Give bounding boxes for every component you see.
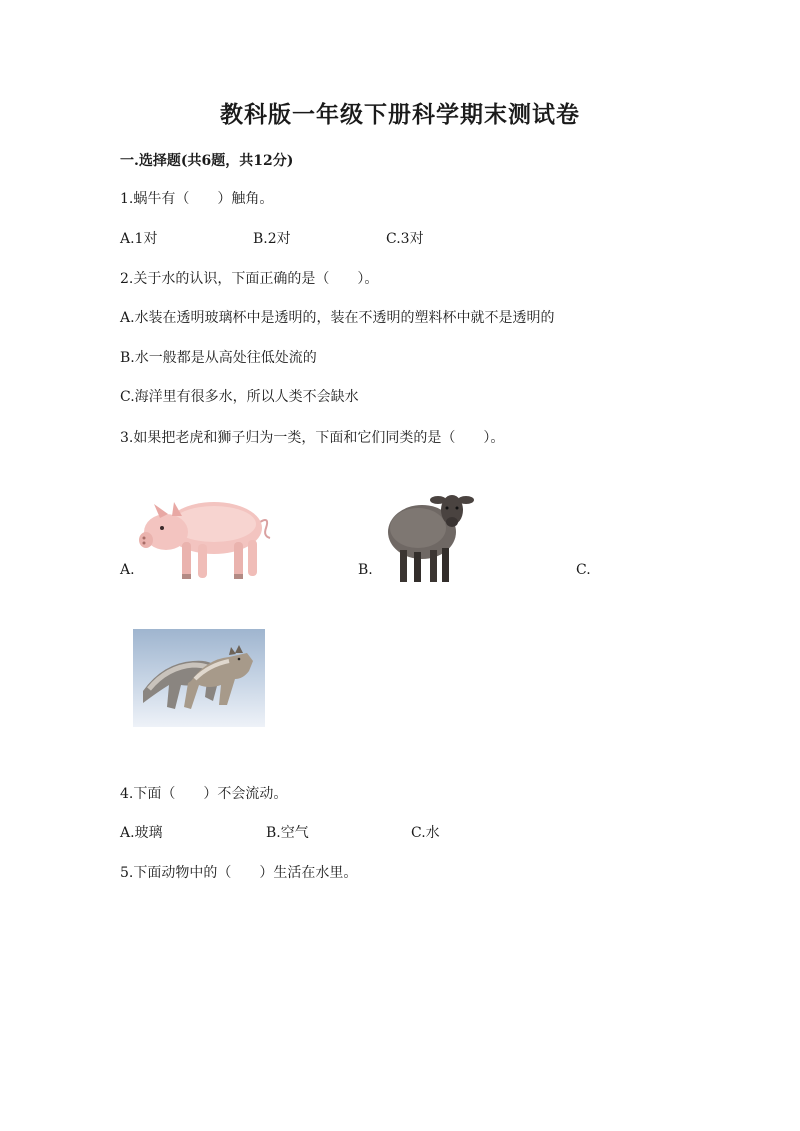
question-3-option-c: C. [576,562,591,578]
question-1-option-b: B.2对 [253,231,291,247]
question-4-option-a: A.玻璃 [120,825,163,841]
question-3-option-b: B. [358,562,373,578]
question-4-option-b: B.空气 [266,825,309,841]
question-2-stem: 2.关于水的认识，下面正确的是（ ）。 [120,271,379,287]
question-1-option-a: A.1对 [120,231,158,247]
question-5-stem: 5.下面动物中的（ ）生活在水里。 [120,865,358,881]
question-3-stem: 3.如果把老虎和狮子归为一类，下面和它们同类的是（ ）。 [120,430,505,446]
sheep-image [386,488,476,588]
question-2-option-c: C.海洋里有很多水，所以人类不会缺水 [120,389,359,405]
question-4-option-c: C.水 [411,825,440,841]
question-3-option-a: A. [120,562,135,578]
pig-image [138,488,273,584]
wolves-image [133,629,265,727]
section-heading: 一.选择题(共6题，共12分) [120,153,294,169]
question-2-option-a: A.水装在透明玻璃杯中是透明的，装在不透明的塑料杯中就不是透明的 [120,310,555,326]
question-2-option-b: B.水一般都是从高处往低处流的 [120,350,317,366]
question-1-option-c: C.3对 [386,231,424,247]
question-1-stem: 1.蜗牛有（ ）触角。 [120,191,274,207]
exam-title: 教科版一年级下册科学期末测试卷 [220,101,580,128]
question-4-stem: 4.下面（ ）不会流动。 [120,786,288,802]
